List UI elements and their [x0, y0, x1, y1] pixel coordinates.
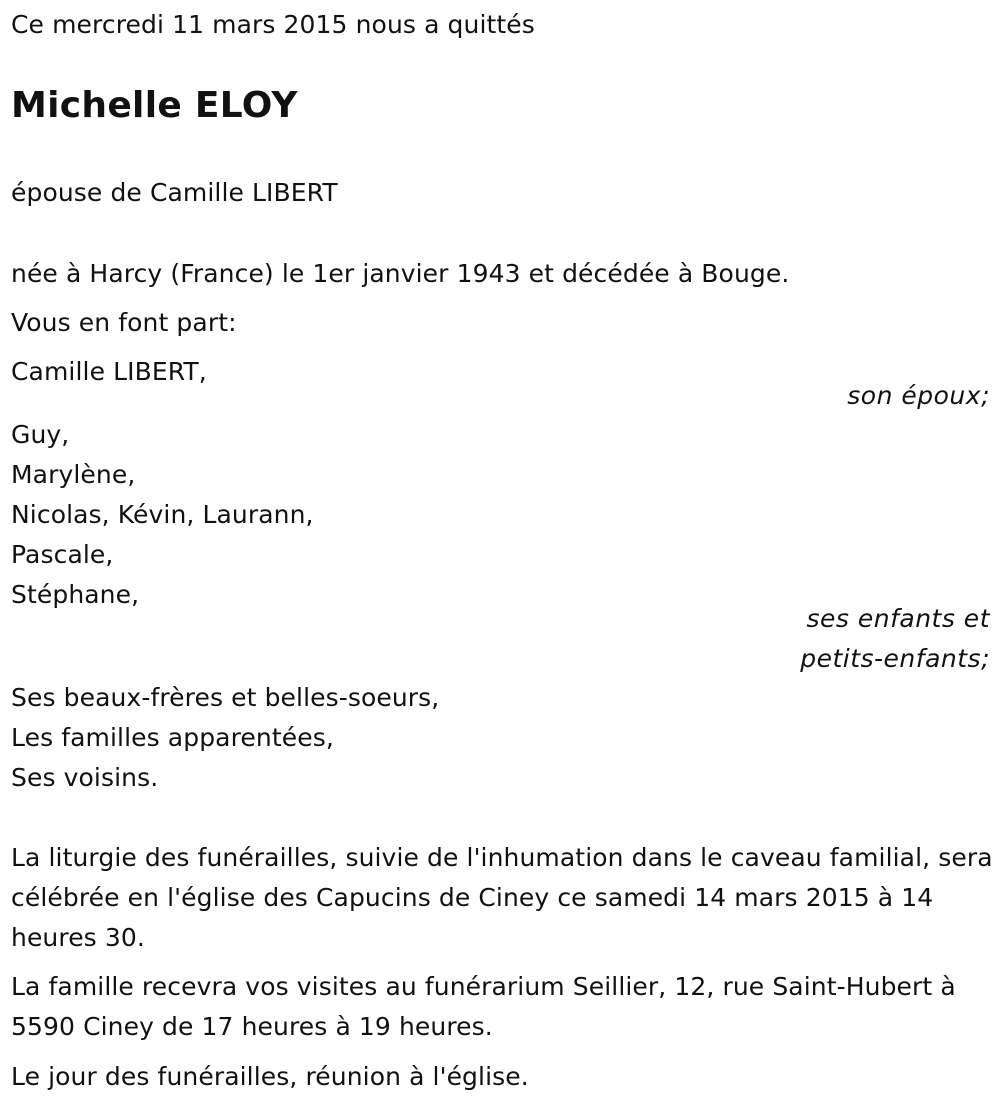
other-mourner: Ses beaux-frères et belles-soeurs, — [11, 683, 440, 712]
children-role-line-1: ses enfants et — [806, 604, 990, 633]
visits-paragraph: La famille recevra vos visites au funérarium Seillier, 12, rue Saint-Hubert à 5590 Ciney de 17 heures à 19 heures. — [11, 972, 956, 1041]
child-name: Guy, — [11, 420, 70, 449]
spouse-mourner: Camille LIBERT, — [11, 357, 207, 386]
deceased-name: Michelle ELOY — [11, 85, 298, 126]
spouse-line: épouse de Camille LIBERT — [11, 178, 338, 207]
mourners-intro: Vous en font part: — [11, 308, 237, 337]
child-name: Stéphane, — [11, 580, 140, 609]
other-mourner: Les familles apparentées, — [11, 723, 334, 752]
intro-text: Ce mercredi 11 mars 2015 nous a quittés — [11, 10, 535, 39]
child-name: Nicolas, Kévin, Laurann, — [11, 500, 314, 529]
child-name: Pascale, — [11, 540, 114, 569]
other-mourner: Ses voisins. — [11, 763, 159, 792]
spouse-role: son époux; — [847, 381, 990, 410]
liturgy-paragraph: La liturgie des funérailles, suivie de l'inhumation dans le caveau familial, sera célébrée en l'église des Capucins de Ciney ce samedi 14 mars 2015 à 14 heures 30. — [11, 843, 993, 952]
child-name: Marylène, — [11, 460, 136, 489]
meeting-paragraph: Le jour des funérailles, réunion à l'église. — [11, 1062, 529, 1091]
birth-death-line: née à Harcy (France) le 1er janvier 1943 et décédée à Bouge. — [11, 259, 790, 288]
children-role-line-2: petits-enfants; — [800, 644, 990, 673]
